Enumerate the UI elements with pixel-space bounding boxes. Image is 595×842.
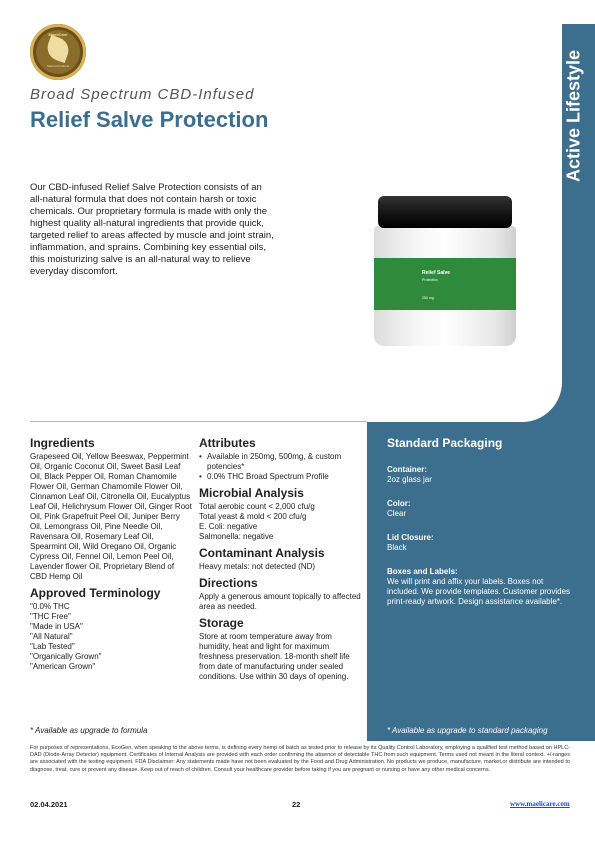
storage-heading: Storage (199, 616, 244, 630)
formula-footnote: * Available as upgrade to formula (30, 726, 148, 735)
jar-label-title: Relief Salve (422, 270, 451, 276)
product-jar-image (370, 196, 520, 366)
attributes-section (199, 436, 361, 482)
jar-label-subtitle: Protection (422, 278, 438, 282)
leaf-icon (44, 35, 72, 63)
logo-subtext: Natural Products (46, 64, 70, 68)
packaging-column (387, 436, 572, 621)
storage-text: Store at room temperature away from humidity, heat and light for maximum freshness preservation. 18-month shelf life from date of manufacturing under sealed conditions. Use within 30 days of opening. (199, 632, 350, 681)
boxes-value: We will print and affix your labels. Boxes not included. We provide templates. Customer provides print-ready artwork. Design assistance available*. (387, 577, 571, 606)
directions-section (199, 576, 361, 612)
product-subtitle: Broad Spectrum CBD-Infused (30, 86, 255, 103)
product-title: Relief Salve Protection (30, 107, 269, 132)
storage-section (199, 616, 361, 682)
side-tab-label: Active Lifestyle (563, 49, 584, 183)
terminology-item: "American Grown" (30, 662, 96, 671)
microbial-line: Salmonella: negative (199, 532, 274, 541)
container-label: Container: (387, 465, 427, 474)
ingredients-section (30, 436, 192, 582)
microbial-line: Total aerobic count < 2,000 cfu/g (199, 502, 315, 511)
boxes-label: Boxes and Labels: (387, 567, 458, 576)
terminology-heading: Approved Terminology (30, 586, 161, 600)
directions-heading: Directions (199, 576, 258, 590)
specs-column (199, 436, 361, 686)
container-value: 2oz glass jar (387, 475, 432, 484)
footer-date: 02.04.2021 (30, 800, 68, 809)
lid-label: Lid Closure: (387, 533, 434, 542)
attributes-item: • Available in 250mg, 500mg, & custom potencies* (199, 452, 361, 472)
microbial-section (199, 486, 361, 542)
logo-text: MaeliCare (48, 32, 68, 37)
color-label: Color: (387, 499, 411, 508)
side-tab (559, 36, 589, 196)
section-divider (30, 421, 367, 422)
lid-value: Black (387, 543, 407, 552)
packaging-heading: Standard Packaging (387, 436, 503, 450)
terminology-item: "Organically Grown" (30, 652, 102, 661)
directions-text: Apply a generous amount topically to affected area as needed. (199, 592, 361, 611)
jar-label (374, 258, 516, 310)
product-description: Our CBD-infused Relief Salve Protection consists of an all-natural formula that does not contain harsh or toxic chemicals. Our proprietary formula is made with only the highest quality all-natural ingredients that provide quick, targeted relief to areas affected by muscle and joint strain, inflammation, and sprains. Combining key essential oils, this moisturizing salve is an all-natural way to relieve everyday discomfort. (30, 182, 274, 277)
terminology-section (30, 586, 192, 672)
ingredients-text: Grapeseed Oil, Yellow Beeswax, Peppermint Oil, Organic Coconut Oil, Sweet Basil Leaf Oil, Black Pepper Oil, Roman Chamomile Flower Oil, German Chamomile Flower Oil, Cinnamon Leaf Oil, Citronella Oil, Eucalyptus Leaf Oil, Helichrysum Flower Oil, Ginger Root Oil, Pink Grapefruit Peel Oil, Juniper Berry Oil, Lemongrass Oil, Pine Needle Oil, Ravensara Oil, Rosemary Leaf Oil, Spearmint Oil, Wild Oregano Oil, Organic Cypress Oil, Fennel Oil, Lemon Peel Oil, Lavender flower Oil, Proprietary Blend of CBD Hemp Oil (30, 452, 192, 581)
microbial-line: Total yeast & mold < 200 cfu/g (199, 512, 307, 521)
ingredients-column (30, 436, 192, 676)
color-value: Clear (387, 509, 407, 518)
jar-lid (378, 196, 512, 228)
packaging-footnote: * Available as upgrade to standard packaging (387, 726, 548, 735)
terminology-item: "Made in USA" (30, 622, 83, 631)
attributes-item: • 0.0% THC Broad Spectrum Profile (199, 472, 361, 482)
legal-disclaimer: For purposes of representations, EcoGen, when speaking to the above terms, is defining every hemp oil batch as tested prior to release by its Quality Control Laboratory, employing a qualified test method based on HPLC-DAD (Diode-Array Detector) equipment. Certificates of Internal Analysis are provided with each order confirming the absence of detectable THC from such equipment. Terms used not meant in the literal context. +/-ranges are associated with the testing equipment. FDA Disclaimer: Any statements made have not been evaluated by the Food and Drug Administration. No products we produce, manufacture, market,or distribute are intended to diagnose, treat, cure or prevent any disease. Keep out of reach of children. Consult your healthcare provider before taking if you are pregnant or nursing or have any other medical concerns. (30, 745, 570, 773)
website-link[interactable]: www.maelicare.com (510, 800, 570, 808)
contaminant-section (199, 546, 361, 572)
terminology-item: "Lab Tested" (30, 642, 75, 651)
jar-label-size: 250 mg (422, 296, 434, 300)
microbial-heading: Microbial Analysis (199, 486, 304, 500)
contaminant-heading: Contaminant Analysis (199, 546, 325, 560)
attributes-list (199, 452, 361, 482)
brand-logo (30, 24, 86, 80)
terminology-item: "THC Free" (30, 612, 71, 621)
ingredients-heading: Ingredients (30, 436, 95, 450)
terminology-item: "All Natural" (30, 632, 73, 641)
page-number: 22 (292, 800, 301, 809)
contaminant-text: Heavy metals: not detected (ND) (199, 562, 316, 571)
microbial-line: E. Coli: negative (199, 522, 258, 531)
attributes-heading: Attributes (199, 436, 256, 450)
terminology-item: "0.0% THC (30, 602, 70, 611)
